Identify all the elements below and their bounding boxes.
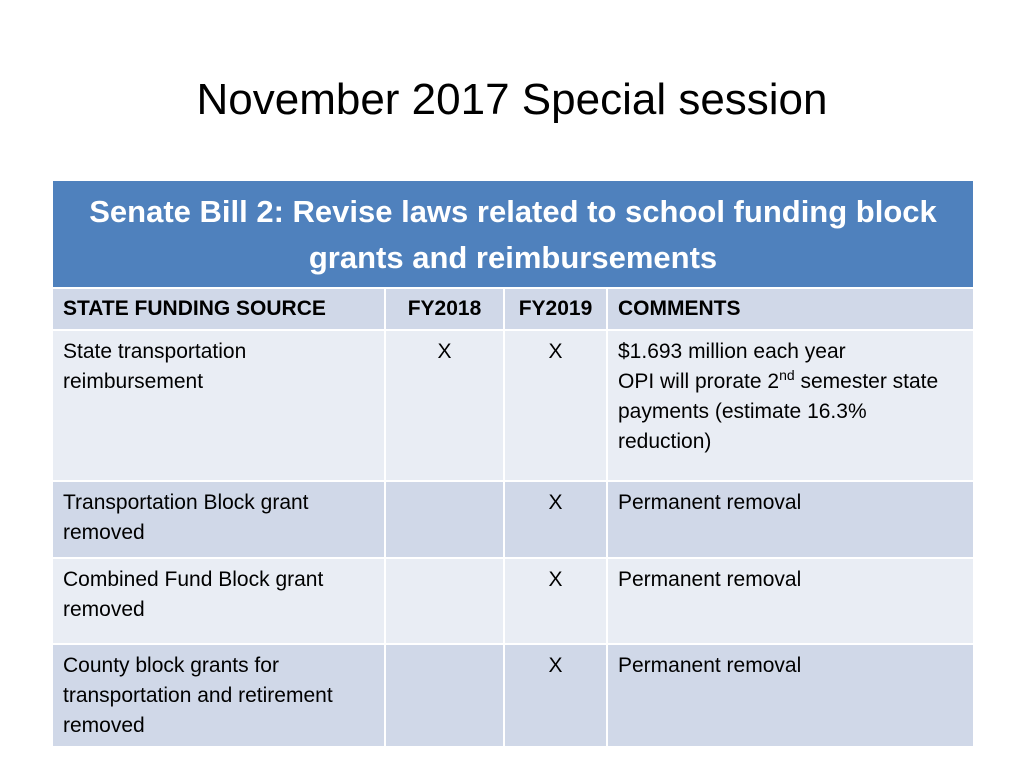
comment-prorate-text: [618, 367, 939, 453]
cell-comments: Permanent removal: [607, 644, 974, 747]
table-banner: Senate Bill 2: Revise laws related to school funding block grants and reimbursements: [52, 180, 974, 288]
cell-fy2018: [385, 481, 504, 558]
table-row: [52, 330, 974, 481]
comment-line-amount: $1.693 million each year: [618, 340, 846, 363]
cell-fy2018: [385, 558, 504, 644]
comment-prorate-post: semester state payments (estimate 16.3% reduction): [618, 370, 939, 453]
cell-comments: Permanent removal: [607, 558, 974, 644]
table-banner-row: [52, 180, 974, 288]
cell-fy2019: X: [504, 330, 607, 481]
table-header-row: [52, 288, 974, 330]
header-source: STATE FUNDING SOURCE: [52, 288, 385, 330]
funding-table-container: [51, 179, 973, 748]
cell-comments: [607, 330, 974, 481]
cell-source: State transportation reimbursement: [52, 330, 385, 481]
table-row: [52, 558, 974, 644]
cell-source: County block grants for transportation and retirement removed: [52, 644, 385, 747]
header-comments: COMMENTS: [607, 288, 974, 330]
cell-source: Transportation Block grant removed: [52, 481, 385, 558]
cell-fy2019: X: [504, 644, 607, 747]
cell-fy2019: X: [504, 558, 607, 644]
cell-fy2018: [385, 644, 504, 747]
slide-title: November 2017 Special session: [196, 75, 828, 124]
cell-comments: Permanent removal: [607, 481, 974, 558]
header-fy2019: FY2019: [504, 288, 607, 330]
comment-prorate-pre: OPI will prorate 2: [618, 370, 780, 393]
cell-fy2018: X: [385, 330, 504, 481]
table-row: [52, 481, 974, 558]
funding-table: [51, 179, 975, 748]
header-fy2018: FY2018: [385, 288, 504, 330]
cell-source: Combined Fund Block grant removed: [52, 558, 385, 644]
comment-ordinal-suffix: nd: [779, 367, 795, 383]
cell-fy2019: X: [504, 481, 607, 558]
table-row: [52, 644, 974, 747]
